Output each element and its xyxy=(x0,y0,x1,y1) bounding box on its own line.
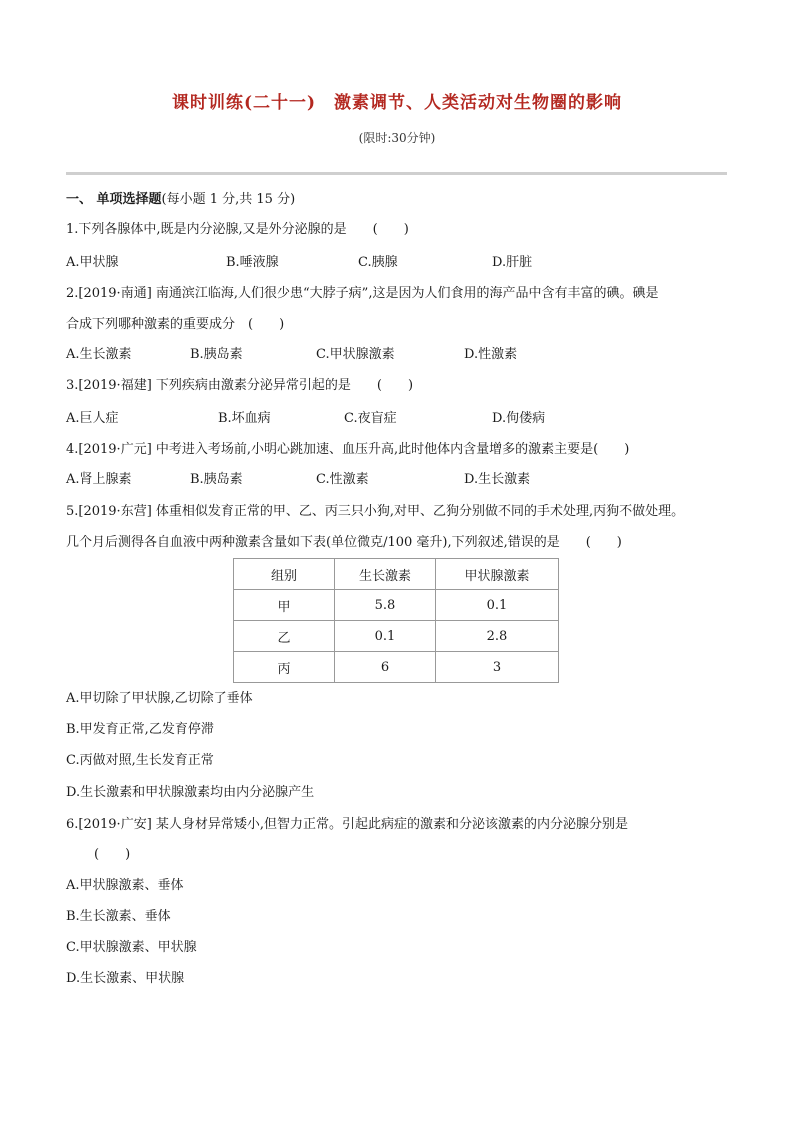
header-divider xyxy=(66,172,727,175)
table-row xyxy=(234,590,559,621)
question-5-option-d: D.生长激素和甲状腺激素均由内分泌腺产生 xyxy=(66,785,315,800)
question-6-option-c: C.甲状腺激素、甲状腺 xyxy=(66,940,197,955)
option-d: D.佝偻病 xyxy=(492,411,546,426)
option-a: A.巨人症 xyxy=(66,411,119,426)
table-cell: 丙 xyxy=(234,652,335,683)
table-cell: 2.8 xyxy=(436,621,559,652)
option-b: B.胰岛素 xyxy=(190,472,243,487)
option-b: B.唾液腺 xyxy=(226,255,279,270)
table-row xyxy=(234,621,559,652)
table-cell: 甲 xyxy=(234,590,335,621)
question-3-options xyxy=(66,410,727,428)
section-heading xyxy=(66,191,295,209)
question-5-stem-line-2: 几个月后测得各自血液中两种激素含量如下表(单位微克/100 毫升),下列叙述,错误的是 ( ) xyxy=(66,535,622,550)
question-2-stem-line-2: 合成下列哪种激素的重要成分 ( ) xyxy=(66,317,285,332)
table-cell: 3 xyxy=(436,652,559,683)
question-4-stem: 4.[2019·广元] 中考进入考场前,小明心跳加速、血压升高,此时他体内含量增多的激素主要是( ) xyxy=(66,442,630,457)
hormone-data-table xyxy=(233,558,559,683)
question-6-stem-line-2: ( ) xyxy=(94,847,131,862)
question-6-option-d: D.生长激素、甲状腺 xyxy=(66,971,185,986)
table-cell: 0.1 xyxy=(335,621,436,652)
question-6-stem-line-1: 6.[2019·广安] 某人身材异常矮小,但智力正常。引起此病症的激素和分泌该激素的内分泌腺分别是 xyxy=(66,817,629,832)
option-d: D.性激素 xyxy=(464,347,518,362)
option-c: C.夜盲症 xyxy=(344,411,397,426)
option-b: B.坏血病 xyxy=(218,411,271,426)
option-d: D.肝脏 xyxy=(492,255,533,270)
page-title: 课时训练(二十一) 激素调节、人类活动对生物圈的影响 xyxy=(171,93,623,113)
question-5-stem-line-1: 5.[2019·东营] 体重相似发育正常的甲、乙、丙三只小狗,对甲、乙狗分别做不同的手术处理,丙狗不做处理。 xyxy=(66,504,685,519)
option-c: C.胰腺 xyxy=(358,255,398,270)
option-a: A.生长激素 xyxy=(66,347,132,362)
question-6-option-b: B.生长激素、垂体 xyxy=(66,909,171,924)
section-title: 一、 单项选择题 xyxy=(66,192,162,207)
table-header-cell: 甲状腺激素 xyxy=(436,559,559,590)
option-a: A.肾上腺素 xyxy=(66,472,132,487)
question-5-option-c: C.丙做对照,生长发育正常 xyxy=(66,753,214,768)
question-2-stem-line-1: 2.[2019·南通] 南通滨江临海,人们很少患“大脖子病”,这是因为人们食用的海产品中含有丰富的碘。碘是 xyxy=(66,286,659,301)
table-cell: 乙 xyxy=(234,621,335,652)
table-cell: 5.8 xyxy=(335,590,436,621)
option-d: D.生长激素 xyxy=(464,472,531,487)
section-note: (每小题 1 分,共 15 分) xyxy=(161,192,296,207)
question-5-option-a: A.甲切除了甲状腺,乙切除了垂体 xyxy=(66,691,253,706)
table-cell: 6 xyxy=(335,652,436,683)
table-header-row xyxy=(234,559,559,590)
table-header-cell: 组别 xyxy=(234,559,335,590)
time-limit: (限时:30分钟) xyxy=(358,131,436,145)
question-4-options xyxy=(66,471,727,489)
option-c: C.性激素 xyxy=(316,472,369,487)
question-3-stem: 3.[2019·福建] 下列疾病由激素分泌异常引起的是 ( ) xyxy=(66,378,414,393)
question-5-option-b: B.甲发育正常,乙发育停滞 xyxy=(66,722,214,737)
question-2-options xyxy=(66,346,727,364)
option-a: A.甲状腺 xyxy=(66,255,119,270)
table-row xyxy=(234,652,559,683)
table-cell: 0.1 xyxy=(436,590,559,621)
question-6-option-a: A.甲状腺激素、垂体 xyxy=(66,878,184,893)
option-c: C.甲状腺激素 xyxy=(316,347,395,362)
question-1-stem: 1.下列各腺体中,既是内分泌腺,又是外分泌腺的是 ( ) xyxy=(66,222,409,237)
table-header-cell: 生长激素 xyxy=(335,559,436,590)
question-1-options xyxy=(66,254,727,272)
option-b: B.胰岛素 xyxy=(190,347,243,362)
